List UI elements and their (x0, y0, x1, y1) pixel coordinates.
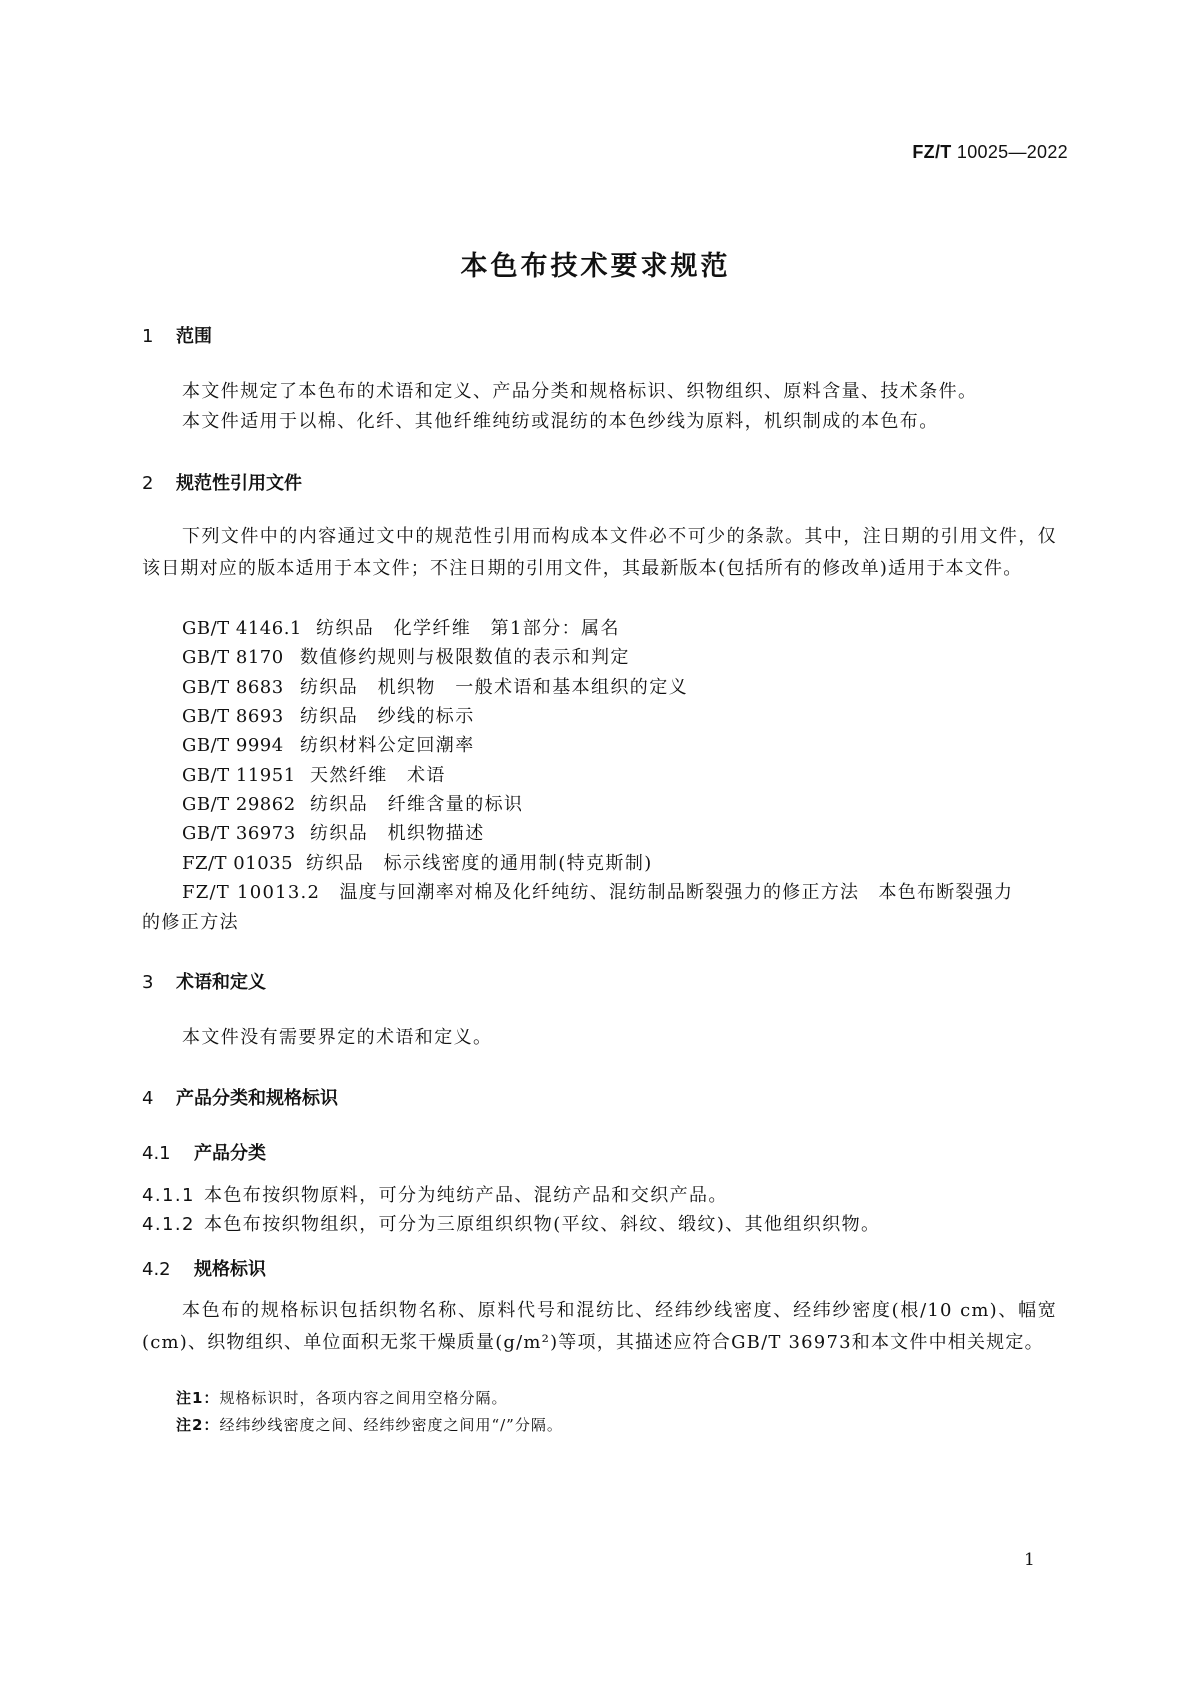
section-4-heading (142, 1084, 338, 1110)
standard-prefix: FZ/T (912, 142, 952, 162)
standard-number: 10025—2022 (956, 142, 1068, 162)
note-label: 注2： (176, 1416, 220, 1434)
clause-4-1-1 (142, 1180, 728, 1211)
reference-item: GB/T 29862 纺织品 纤维含量的标识 (182, 794, 524, 815)
section-1-paragraph-2: 本文件适用于以棉、化纤、其他纤维纯纺或混纺的本色纱线为原料，机织制成的本色布。 (182, 411, 939, 432)
note-label: 注1： (176, 1389, 220, 1407)
section-1-heading (142, 322, 212, 348)
clause-text: 本色布按织物原料，可分为纯纺产品、混纺产品和交织产品。 (204, 1185, 728, 1206)
note-1 (176, 1387, 507, 1408)
standard-code (912, 142, 1068, 163)
subsection-4-2-heading (142, 1255, 266, 1281)
section-2-heading (142, 469, 302, 495)
reference-item: GB/T 11951 天然纤维 术语 (182, 765, 446, 786)
clause-number: 4.1.1 (142, 1185, 195, 1206)
section-1-paragraph-1: 本文件规定了本色布的术语和定义、产品分类和规格标识、织物组织、原料含量、技术条件。 (182, 381, 978, 402)
reference-item: GB/T 8170 数值修约规则与极限数值的表示和判定 (182, 647, 630, 668)
note-text: 规格标识时，各项内容之间用空格分隔。 (219, 1389, 508, 1407)
reference-item: GB/T 36973 纺织品 机织物描述 (182, 823, 485, 844)
clause-number: 4.1.2 (142, 1214, 195, 1235)
section-2-intro: 下列文件中的内容通过文中的规范性引用而构成本文件必不可少的条款。其中，注日期的引用文件，仅该日期对应的版本适用于本文件；不注日期的引用文件，其最新版本(包括所有的修改单)适用于本文件。 (142, 526, 1057, 579)
section-number: 2 (142, 473, 154, 494)
subsection-title: 产品分类 (194, 1143, 266, 1164)
reference-item-last-line-2: 的修正方法 (142, 912, 239, 933)
page-title: 本色布技术要求规范 (460, 251, 731, 282)
reference-item: GB/T 9994 纺织材料公定回潮率 (182, 735, 475, 756)
section-3-heading (142, 968, 266, 994)
section-number: 4 (142, 1088, 154, 1109)
reference-item: FZ/T 01035 纺织品 标示线密度的通用制(特克斯制) (182, 853, 653, 874)
reference-item: GB/T 4146.1 纺织品 化学纤维 第1部分：属名 (182, 618, 620, 639)
clause-4-1-2 (142, 1209, 880, 1240)
reference-item: GB/T 8693 纺织品 纱线的标示 (182, 706, 475, 727)
section-number: 1 (142, 326, 154, 347)
reference-item-last-line-1: FZ/T 10013.2 温度与回潮率对棉及化纤纯纺、混纺制品断裂强力的修正方法 本色布断裂强力 (182, 882, 1014, 903)
section-title: 产品分类和规格标识 (176, 1088, 338, 1109)
section-3-paragraph: 本文件没有需要界定的术语和定义。 (182, 1027, 493, 1048)
section-title: 规范性引用文件 (176, 473, 302, 494)
page-number: 1 (1024, 1550, 1035, 1570)
note-text: 经纬纱线密度之间、经纬纱密度之间用“/”分隔。 (219, 1416, 563, 1434)
subsection-number: 4.2 (142, 1259, 171, 1280)
section-title: 范围 (176, 326, 212, 347)
subsection-number: 4.1 (142, 1143, 171, 1164)
note-2 (176, 1414, 563, 1435)
clause-text: 本色布按织物组织，可分为三原组织织物(平纹、斜纹、缎纹)、其他组织织物。 (204, 1214, 881, 1235)
section-title: 术语和定义 (176, 972, 266, 993)
subsection-4-2-paragraph: 本色布的规格标识包括织物名称、原料代号和混纺比、经纬纱线密度、经纬纱密度(根/10 cm)、幅宽(cm)、织物组织、单位面积无浆干燥质量(g/m²)等项，其描述应符合GB/T 36973和本文件中相关规定。 (142, 1300, 1057, 1353)
reference-item: GB/T 8683 纺织品 机织物 一般术语和基本组织的定义 (182, 677, 688, 698)
subsection-4-1-heading (142, 1139, 266, 1165)
subsection-title: 规格标识 (194, 1259, 266, 1280)
section-number: 3 (142, 972, 154, 993)
